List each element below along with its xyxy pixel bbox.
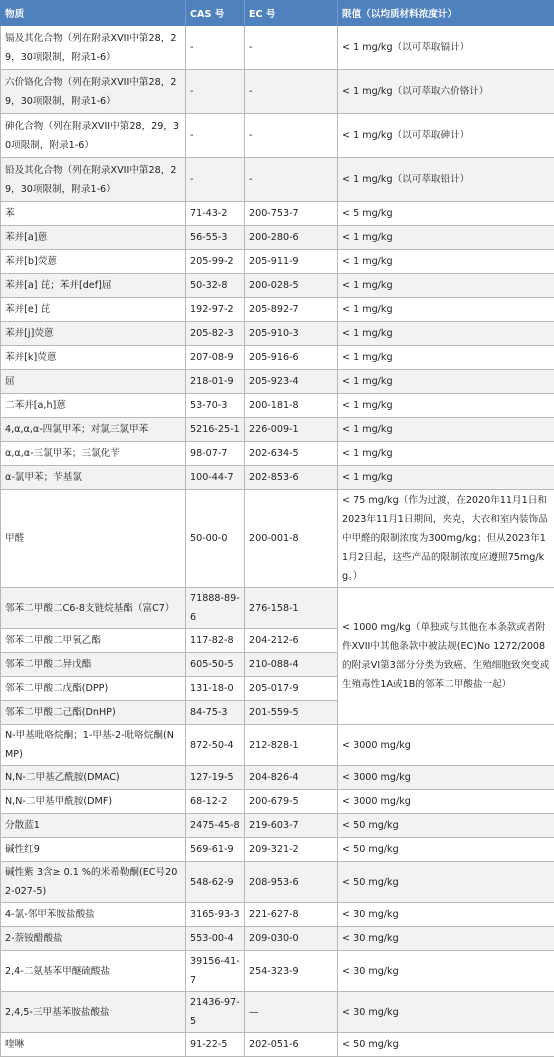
limit-value: < 1 mg/kg (338, 418, 554, 442)
table-row (1, 790, 554, 814)
ec-number: - (245, 114, 338, 158)
substance-name: 碱性紫 3含≥ 0.1 %的米希勒酮(EC号202-027-5) (1, 862, 186, 903)
cas-number: 71-43-2 (186, 202, 245, 226)
table-row (1, 927, 554, 951)
table-row (1, 202, 554, 226)
table-row (1, 814, 554, 838)
cas-number: 53-70-3 (186, 394, 245, 418)
substance-name: 苯并[a]蒽 (1, 226, 186, 250)
substance-name: 邻苯二甲酸二甲氧乙酯 (1, 629, 186, 653)
limit-value: < 50 mg/kg (338, 1033, 554, 1057)
substance-name: α-氯甲苯；苄基氯 (1, 466, 186, 490)
substance-name: 甲醛 (1, 490, 186, 588)
substance-name: 4,α,α,α-四氯甲苯；对氯三氯甲苯 (1, 418, 186, 442)
cas-number: - (186, 114, 245, 158)
limit-value: < 1 mg/kg (338, 466, 554, 490)
limit-value: < 1 mg/kg（以可萃取六价铬计） (338, 70, 554, 114)
limit-value: < 3000 mg/kg (338, 725, 554, 766)
cas-number: 84-75-3 (186, 701, 245, 725)
substance-name: 苯并[k]荧蒽 (1, 346, 186, 370)
cas-number: 117-82-8 (186, 629, 245, 653)
limit-value: < 1 mg/kg（以可萃取铅计） (338, 158, 554, 202)
limit-value: < 30 mg/kg (338, 927, 554, 951)
cas-number: 127-19-5 (186, 766, 245, 790)
table-row (1, 1033, 554, 1057)
substance-name: N,N-二甲基甲酰胺(DMF) (1, 790, 186, 814)
cas-number: 2475-45-8 (186, 814, 245, 838)
cas-number: 21436-97-5 (186, 992, 245, 1033)
ec-number: 205-916-6 (245, 346, 338, 370)
cas-number: 98-07-7 (186, 442, 245, 466)
limit-value: < 30 mg/kg (338, 903, 554, 927)
substance-name: N,N-二甲基乙酰胺(DMAC) (1, 766, 186, 790)
ec-number: 205-892-7 (245, 298, 338, 322)
limit-value: < 1 mg/kg (338, 298, 554, 322)
ec-number: 202-634-5 (245, 442, 338, 466)
cas-number: - (186, 26, 245, 70)
ec-number: 276-158-1 (245, 588, 338, 629)
cas-number: 569-61-9 (186, 838, 245, 862)
limit-value: < 3000 mg/kg (338, 766, 554, 790)
cas-number: 192-97-2 (186, 298, 245, 322)
cas-number: 39156-41-7 (186, 951, 245, 992)
limit-value: < 50 mg/kg (338, 814, 554, 838)
substance-name: 苯 (1, 202, 186, 226)
table-row (1, 346, 554, 370)
limit-value: < 1 mg/kg (338, 442, 554, 466)
substance-name: 铅及其化合物（列在附录XVII中第28，29，30项限制，附录1-6） (1, 158, 186, 202)
ec-number: 205-017-9 (245, 677, 338, 701)
limit-value: < 1 mg/kg (338, 274, 554, 298)
ec-number: 200-679-5 (245, 790, 338, 814)
cas-number: 71888-89-6 (186, 588, 245, 629)
table-row (1, 322, 554, 346)
table-row (1, 725, 554, 766)
substance-name: 2,4-二氨基苯甲醚硫酸盐 (1, 951, 186, 992)
cas-number: 605-50-5 (186, 653, 245, 677)
limit-value: < 1 mg/kg（以可萃取砷计） (338, 114, 554, 158)
limit-value: < 1 mg/kg (338, 322, 554, 346)
substance-name: 分散蓝1 (1, 814, 186, 838)
ec-number: 205-910-3 (245, 322, 338, 346)
ec-number: 221-627-8 (245, 903, 338, 927)
substance-name: 屈 (1, 370, 186, 394)
table-row (1, 903, 554, 927)
header-ec: EC 号 (245, 1, 338, 26)
table-row (1, 298, 554, 322)
table-row (1, 766, 554, 790)
cas-number: 207-08-9 (186, 346, 245, 370)
table-row (1, 418, 554, 442)
substance-name: 苯并[e] 芘 (1, 298, 186, 322)
table-row (1, 838, 554, 862)
cas-number: - (186, 158, 245, 202)
ec-number: 200-181-8 (245, 394, 338, 418)
substance-name: 邻苯二甲酸二异戊酯 (1, 653, 186, 677)
ec-number: 205-911-9 (245, 250, 338, 274)
cas-number: 91-22-5 (186, 1033, 245, 1057)
cas-number: 218-01-9 (186, 370, 245, 394)
cas-number: 205-82-3 (186, 322, 245, 346)
table-row (1, 226, 554, 250)
substance-name: 4-氯-邻甲苯胺盐酸盐 (1, 903, 186, 927)
ec-number: 202-853-6 (245, 466, 338, 490)
cas-number: 553-00-4 (186, 927, 245, 951)
table-row (1, 951, 554, 992)
substance-name: 六价铬化合物（列在附录XVII中第28，29，30项限制，附录1-6） (1, 70, 186, 114)
limit-value: < 1 mg/kg (338, 370, 554, 394)
table-row (1, 442, 554, 466)
ec-number: - (245, 70, 338, 114)
substance-name: 邻苯二甲酸二C6-8支链烷基酯（富C7） (1, 588, 186, 629)
limit-value: < 1 mg/kg (338, 226, 554, 250)
substance-name: 二苯并[a,h]蒽 (1, 394, 186, 418)
ec-number: — (245, 992, 338, 1033)
substance-name: 苯并[j]荧蒽 (1, 322, 186, 346)
substance-name: N-甲基吡咯烷酮；1-甲基-2-吡咯烷酮(NMP) (1, 725, 186, 766)
limit-value: < 1 mg/kg (338, 394, 554, 418)
substance-name: 2-萘铵醋酸盐 (1, 927, 186, 951)
ec-number: 254-323-9 (245, 951, 338, 992)
limit-value: < 30 mg/kg (338, 992, 554, 1033)
cas-number: 100-44-7 (186, 466, 245, 490)
substance-name: 邻苯二甲酸二戊酯(DPP) (1, 677, 186, 701)
ec-number: 205-923-4 (245, 370, 338, 394)
ec-number: 208-953-6 (245, 862, 338, 903)
table-row (1, 862, 554, 903)
ec-number: - (245, 26, 338, 70)
ec-number: 200-753-7 (245, 202, 338, 226)
substance-name: 苯并[b]荧蒽 (1, 250, 186, 274)
substance-name: 苯并[a] 芘；苯并[def]屈 (1, 274, 186, 298)
ec-number: 201-559-5 (245, 701, 338, 725)
header-limit: 限值（以均质材料浓度计） (338, 1, 554, 26)
ec-number: - (245, 158, 338, 202)
limit-value: < 30 mg/kg (338, 951, 554, 992)
ec-number: 200-280-6 (245, 226, 338, 250)
substance-name: 砷化合物（列在附录XVII中第28，29，30项限制，附录1-6） (1, 114, 186, 158)
ec-number: 202-051-6 (245, 1033, 338, 1057)
limit-value: < 3000 mg/kg (338, 790, 554, 814)
ec-number: 209-321-2 (245, 838, 338, 862)
ec-number: 204-826-4 (245, 766, 338, 790)
ec-number: 204-212-6 (245, 629, 338, 653)
ec-number: 210-088-4 (245, 653, 338, 677)
table-row (1, 394, 554, 418)
table-row (1, 490, 554, 588)
limit-value: < 1 mg/kg (338, 346, 554, 370)
cas-number: 50-32-8 (186, 274, 245, 298)
ec-number: 226-009-1 (245, 418, 338, 442)
table-row (1, 70, 554, 114)
cas-number: 3165-93-3 (186, 903, 245, 927)
cas-number: 872-50-4 (186, 725, 245, 766)
limit-value: < 50 mg/kg (338, 838, 554, 862)
substance-name: 2,4,5-三甲基苯胺盐酸盐 (1, 992, 186, 1033)
cas-number: 131-18-0 (186, 677, 245, 701)
ec-number: 209-030-0 (245, 927, 338, 951)
table-row (1, 158, 554, 202)
cas-number: 50-00-0 (186, 490, 245, 588)
table-header-row (1, 1, 554, 26)
table-row (1, 26, 554, 70)
ec-number: 219-603-7 (245, 814, 338, 838)
substance-name: 镉及其化合物（列在附录XVII中第28，29，30项限制，附录1-6） (1, 26, 186, 70)
ec-number: 200-001-8 (245, 490, 338, 588)
substance-name: 碱性红9 (1, 838, 186, 862)
table-row (1, 466, 554, 490)
substance-name: α,α,α-三氯甲苯；三氯化苄 (1, 442, 186, 466)
limit-value: < 5 mg/kg (338, 202, 554, 226)
table-row (1, 370, 554, 394)
table-row (1, 588, 554, 629)
cas-number: - (186, 70, 245, 114)
table-row (1, 274, 554, 298)
ec-number: 212-828-1 (245, 725, 338, 766)
table-row (1, 250, 554, 274)
table-row (1, 114, 554, 158)
phthalates-limit-value: < 1000 mg/kg（单独或与其他在本条款或者附件XVII中其他条款中被法规(EC)No 1272/2008的附录VI第3部分分类为致癌、生殖细胞致突变或生殖毒性1A或1B的邻苯二甲酸盐一起） (338, 588, 554, 725)
substance-name: 喹啉 (1, 1033, 186, 1057)
cas-number: 56-55-3 (186, 226, 245, 250)
cas-number: 548-62-9 (186, 862, 245, 903)
header-substance: 物质 (1, 1, 186, 26)
limit-value: < 50 mg/kg (338, 862, 554, 903)
limit-value: < 1 mg/kg (338, 250, 554, 274)
substance-name: 邻苯二甲酸二己酯(DnHP) (1, 701, 186, 725)
header-cas: CAS 号 (186, 1, 245, 26)
ec-number: 200-028-5 (245, 274, 338, 298)
cas-number: 5216-25-1 (186, 418, 245, 442)
limit-value: < 75 mg/kg（作为过渡，在2020年11月1日和2023年11月1日期间，夹克，大衣和室内装饰品中甲醛的限制浓度为300mg/kg；但从2023年11月2日起，这些产品的限制浓度应遵照75mg/kg。） (338, 490, 554, 588)
table-row (1, 992, 554, 1033)
cas-number: 68-12-2 (186, 790, 245, 814)
limit-value: < 1 mg/kg（以可萃取镉计） (338, 26, 554, 70)
cas-number: 205-99-2 (186, 250, 245, 274)
